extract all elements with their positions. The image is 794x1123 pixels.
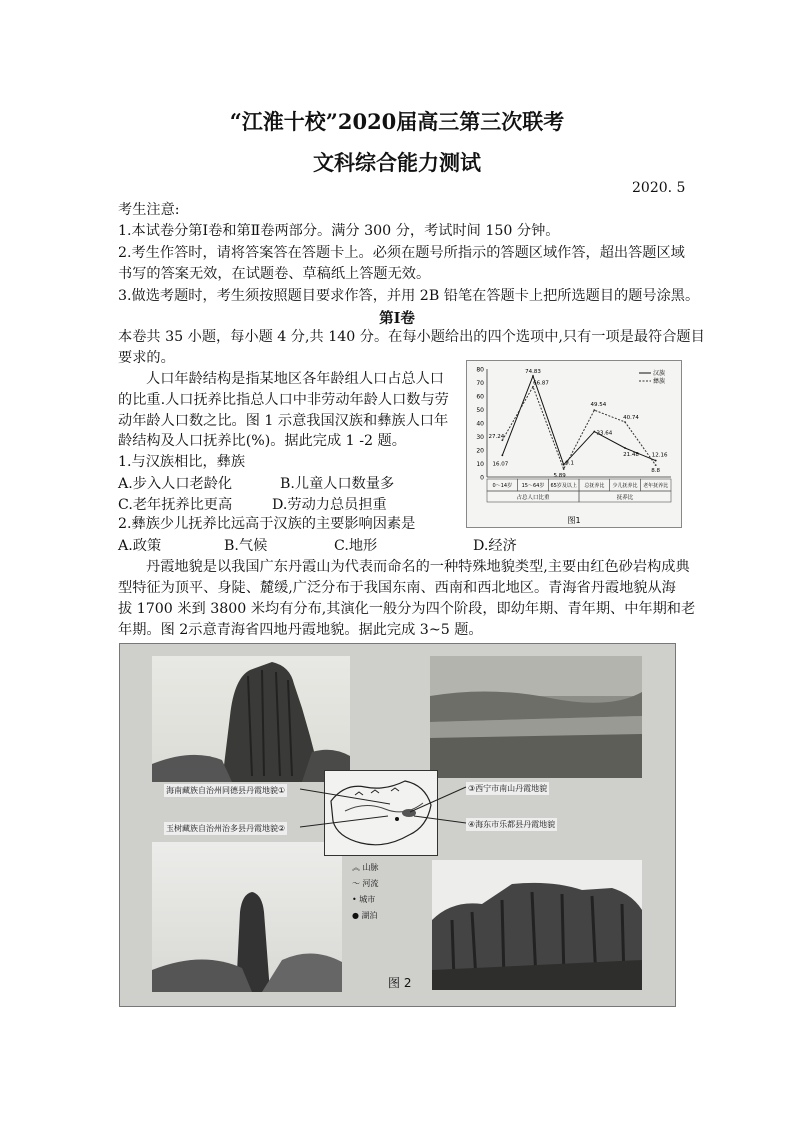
passage1-line3: 动年龄人口数之比。图 1 示意我国汉族和彝族人口年 xyxy=(118,413,449,429)
x-tick-label: 65岁及以上 xyxy=(550,483,577,489)
x-tick-label: 总抚养比 xyxy=(584,483,605,489)
data-point xyxy=(563,468,565,470)
data-point xyxy=(655,464,657,466)
notice-item-1: 1.本试卷分第Ⅰ卷和第Ⅱ卷两部分。满分 300 分，考试时间 150 分钟。 xyxy=(118,223,560,239)
label-ledu: ④海东市乐都县丹霞地貌 xyxy=(468,820,556,829)
exam-title: “江淮十校”2020届高三第三次联考 xyxy=(229,109,565,134)
passage2-line4: 年期。图 2示意青海省四地丹霞地貌。据此完成 3~5 题。 xyxy=(118,622,483,638)
data-label: 74.83 xyxy=(525,368,541,375)
passage1-line4: 龄结构及人口抚养比(%)。据此完成 1 -2 题。 xyxy=(118,433,406,449)
label-zhiduo: 玉树藏族自治州治多县丹霞地貌② xyxy=(166,824,286,833)
q1-stem: 1.与汉族相比，彝族 xyxy=(118,454,246,470)
data-point xyxy=(655,460,657,462)
data-point xyxy=(593,409,595,411)
data-point xyxy=(563,464,565,466)
figure1-chart-svg xyxy=(467,361,681,527)
data-label: 16.07 xyxy=(492,461,509,468)
y-tick-label: 10 xyxy=(476,461,484,468)
city-icon: • xyxy=(352,895,360,904)
q1-choice-d: D.劳动力总员担重 xyxy=(272,497,387,513)
notice-item-2: 2.考生作答时，请将答案答在答题卡上。必须在题号所指示的答题区域作答，超出答题区域 xyxy=(118,245,685,261)
data-label: 27.24 xyxy=(488,434,505,441)
data-label: 9.1 xyxy=(565,460,575,467)
q2-choice-c: C.地形 xyxy=(334,538,378,554)
y-tick-label: 30 xyxy=(476,434,484,441)
mountain-icon: ︽ xyxy=(352,863,363,872)
section-intro: 本卷共 35 小题，每小题 4 分,共 140 分。在每小题给出的四个选项中,只有一项是最符合题目 xyxy=(118,329,705,345)
q2-choice-a: A.政策 xyxy=(118,538,162,554)
y-tick-label: 0 xyxy=(480,474,484,482)
passage2-line3: 拔 1700 米到 3800 米均有分布,其演化一般分为四个阶段，即幼年期、青年期、中年期和老 xyxy=(118,601,696,617)
data-label: 40.74 xyxy=(623,415,639,422)
passage2-line1: 丹霞地貌是以我国广东丹霞山为代表而命名的一种特殊地貌类型,主要由红色砂岩构成典 xyxy=(146,559,690,575)
q2-choice-d: D.经济 xyxy=(473,538,517,554)
q1-choice-b: B.儿童人口数量多 xyxy=(280,476,395,492)
data-point xyxy=(624,421,626,423)
y-tick-label: 20 xyxy=(476,447,484,455)
data-label: 66.87 xyxy=(533,380,549,387)
x-tick-label: 少儿抚养比 xyxy=(612,483,638,489)
data-point xyxy=(501,454,503,456)
exam-date: 2020. 5 xyxy=(632,180,686,196)
legend-mountain: ︽ 山脉 xyxy=(352,863,379,872)
section-intro-cont: 要求的。 xyxy=(118,350,175,366)
notice-item-2-cont: 书写的答案无效，在试题卷、草稿纸上答题无效。 xyxy=(118,266,431,282)
y-tick-label: 70 xyxy=(476,380,484,387)
passage1-line1: 人口年龄结构是指某地区各年龄组人口占总人口 xyxy=(146,371,444,387)
data-label: 33.64 xyxy=(596,430,613,437)
y-tick-label: 40 xyxy=(476,420,484,428)
y-tick-label: 50 xyxy=(476,407,484,414)
x-tick-label: 0～14岁 xyxy=(492,483,513,489)
label-tongde: 海南藏族自治州同德县丹霞地貌① xyxy=(166,786,286,795)
chart-caption: 图1 xyxy=(567,516,581,525)
river-icon: ～ xyxy=(352,879,363,888)
data-point xyxy=(624,447,626,449)
data-label: 21.48 xyxy=(623,452,639,459)
data-label: 12.16 xyxy=(651,452,668,459)
passage2-line2: 型特征为顶平、身陡、麓缓,广泛分布于我国东南、西南和西北地区。青海省丹霞地貌从海 xyxy=(118,580,676,596)
data-label: 8.8 xyxy=(651,468,661,475)
x-tick-label: 老年抚养比 xyxy=(643,483,669,489)
q2-choice-b: B.气候 xyxy=(224,538,268,554)
data-point xyxy=(593,431,595,433)
passage1-line2: 的比重.人口抚养比指总人口中非劳动年龄人口数与劳 xyxy=(118,392,449,408)
section-title: 第Ⅰ卷 xyxy=(379,310,415,327)
group-label: 占总人口比重 xyxy=(516,495,550,501)
y-tick-label: 80 xyxy=(476,366,484,374)
notice-item-3: 3.做选考题时，考生须按照题目要求作答，并用 2B 铅笔在答题卡上把所选题目的题号涂黑。 xyxy=(118,288,700,304)
group-label: 抚养比 xyxy=(616,495,634,501)
exam-subtitle: 文科综合能力测试 xyxy=(313,150,481,175)
x-tick-label: 15～64岁 xyxy=(521,483,545,489)
notice-heading: 考生注意: xyxy=(118,202,180,218)
figure2-caption: 图 2 xyxy=(388,976,412,990)
legend-river: ～ 河流 xyxy=(352,879,379,888)
label-xining: ③西宁市南山丹霞地貌 xyxy=(468,784,548,793)
figure2-leader-lines xyxy=(120,644,675,1006)
q1-choice-c: C.老年抚养比更高 xyxy=(118,497,233,513)
q2-stem: 2.彝族少儿抚养比远高于汉族的主要影响因素是 xyxy=(118,516,416,532)
data-label: 49.54 xyxy=(590,402,607,409)
legend-lake: ● 湖泊 xyxy=(352,911,378,920)
lake-icon: ● xyxy=(352,911,362,920)
q1-choice-a: A.步入人口老龄化 xyxy=(118,476,233,492)
legend-label: 汉族 xyxy=(653,370,666,377)
figure1-chart xyxy=(466,360,682,528)
data-label: 5.89 xyxy=(553,473,566,480)
data-point xyxy=(532,375,534,377)
legend-city: • 城市 xyxy=(352,895,376,904)
legend-label: 彝族 xyxy=(653,378,666,385)
figure2-panel xyxy=(119,643,676,1007)
y-tick-label: 60 xyxy=(476,393,484,401)
